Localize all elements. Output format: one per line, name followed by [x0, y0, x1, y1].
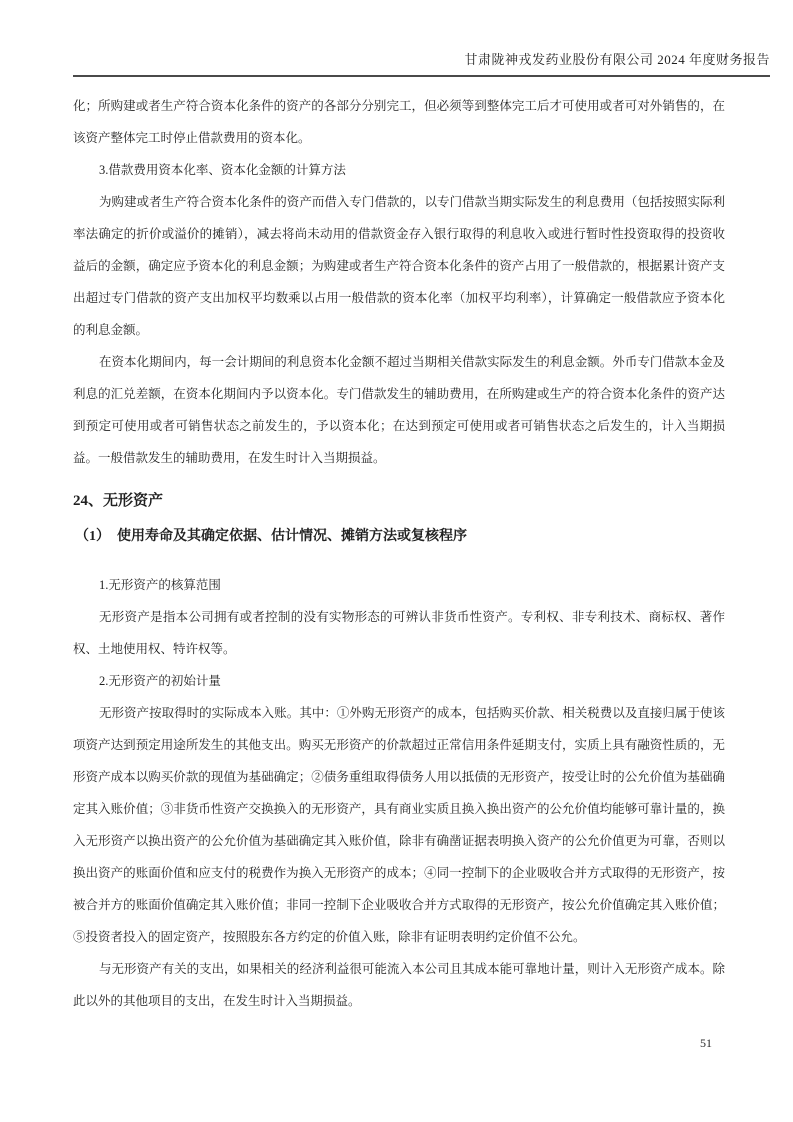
paragraph-initial-measurement-detail: 无形资产按取得时的实际成本入账。其中：①外购无形资产的成本，包括购买价款、相关税费以及直接归属于使该项资产达到预定用途所发生的其他支出。购买无形资产的价款超过正常信用条件延期支付，实质上具有融资性质的，无形资产成本以购买价款的现值为基础确定；②债务重组取得债务人用以抵债的无形资产，按受让时的公允价值为基础确定其入账价值；③非货币性资产交换换入的无形资产，具有商业实质且换入换出资产的公允价值均能够可靠计量的，换入无形资产以换出资产的公允价值为基础确定其入账价值，除非有确凿证据表明换入资产的公允价值更为可靠，否则以换出资产的账面价值和应支付的税费作为换入无形资产的成本；④同一控制下的企业吸收合并方式取得的无形资产，按被合并方的账面价值确定其入账价值；非同一控制下企业吸收合并方式取得的无形资产，按公允价值确定其入账价值；⑤投资者投入的固定资产，按照股东各方约定的价值入账，除非有证明表明约定价值不公允。: [73, 706, 725, 944]
report-title: 甘肃陇神戎发药业股份有限公司 2024 年度财务报告: [464, 52, 770, 67]
paragraph-item3-title: 3.借款费用资本化率、资本化金额的计算方法: [99, 163, 346, 177]
subsection-heading-useful-life: （1） 使用寿命及其确定依据、估计情况、摊销方法或复核程序: [75, 529, 467, 544]
paragraph-related-expenditure: 与无形资产有关的支出，如果相关的经济利益很可能流入本公司且其成本能可靠地计量，则计入无形资产成本。除此以外的其他项目的支出，在发生时计入当期损益。: [73, 962, 725, 1008]
page-number: 51: [700, 1036, 712, 1050]
page-header: [73, 49, 770, 77]
paragraph-intangible-definition: 无形资产是指本公司拥有或者控制的没有实物形态的可辨认非货币性资产。专利权、非专利技术、商标权、著作权、土地使用权、特许权等。: [73, 610, 725, 656]
paragraph-borrowing-cost-continuation: 化；所购建或者生产符合资本化条件的资产的各部分分别完工，但必须等到整体完工后才可使用或者可对外销售的，在该资产整体完工时停止借款费用的资本化。: [73, 99, 725, 145]
paragraph-item1-scope-title: 1.无形资产的核算范围: [99, 578, 221, 592]
paragraph-capitalization-period: 在资本化期间内，每一会计期间的利息资本化金额不超过当期相关借款实际发生的利息金额。外币专门借款本金及利息的汇兑差额，在资本化期间内予以资本化。专门借款发生的辅助费用，在所购建或生产的符合资本化条件的资产达到预定可使用或者可销售状态之前发生的，予以资本化；在达到预定可使用或者可销售状态之后发生的，计入当期损益。一般借款发生的辅助费用，在发生时计入当期损益。: [73, 355, 725, 465]
section-heading-intangible-assets: 24、无形资产: [73, 493, 164, 509]
paragraph-item2-initial-measurement-title: 2.无形资产的初始计量: [99, 674, 221, 688]
document-body: [73, 90, 725, 1017]
paragraph-capitalization-rate: 为购建或者生产符合资本化条件的资产而借入专门借款的，以专门借款当期实际发生的利息费用（包括按照实际利率法确定的折价或溢价的摊销），减去将尚未动用的借款资金存入银行取得的利息收入或进行暂时性投资取得的投资收益后的金额，确定应予资本化的利息金额；为购建或者生产符合资本化条件的资产占用了一般借款的，根据累计资产支出超过专门借款的资产支出加权平均数乘以占用一般借款的资本化率（加权平均利率），计算确定一般借款应予资本化的利息金额。: [73, 195, 725, 337]
